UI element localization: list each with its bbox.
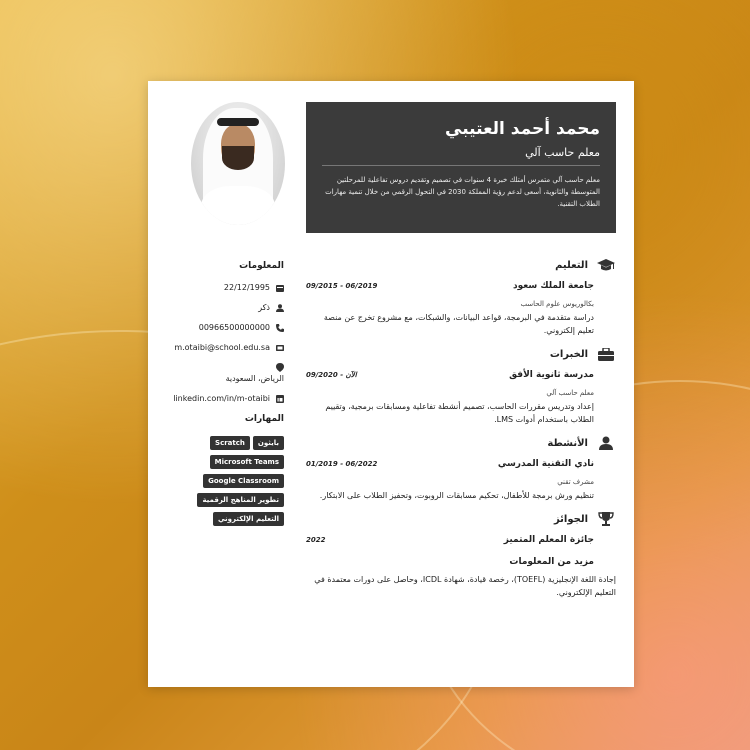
skill-tag: تطوير المناهج الرقمية bbox=[197, 493, 284, 507]
linkedin-icon bbox=[276, 395, 284, 403]
photo-beard bbox=[222, 146, 254, 170]
phone-icon bbox=[276, 324, 284, 332]
graduation-cap-icon bbox=[596, 258, 616, 272]
education-title: التعليم bbox=[555, 259, 588, 271]
entry-subtitle: بكالوريوس علوم الحاسب bbox=[520, 300, 594, 308]
skill-row bbox=[210, 455, 284, 469]
entry-date: 01/2019 - 06/2022 bbox=[306, 460, 378, 468]
awards-title: الجوائز bbox=[553, 513, 588, 525]
experience-entry bbox=[306, 370, 616, 426]
profile-summary: معلم حاسب آلي متمرس أمتلك خبرة 4 سنوات في تصميم وتقديم دروس تفاعلية للمرحلتين المتوسطة والثانوية، أسعى لدعم رؤية المملكة 2030 في التحول الرقمي من خلال تنمية مهارات الطلاب التقنية. bbox=[325, 176, 600, 208]
entry-title: جامعة الملك سعود bbox=[513, 281, 594, 291]
experience-title: الخبرات bbox=[549, 348, 588, 360]
skill-tag: Scratch bbox=[210, 436, 250, 450]
activities-title: الأنشطة bbox=[547, 437, 588, 449]
skill-tag: بايثون bbox=[253, 436, 284, 450]
birth-date-row bbox=[164, 283, 284, 292]
skill-tag: Microsoft Teams bbox=[210, 455, 284, 469]
entry-description: تنظيم ورش برمجة للأطفال، تحكيم مسابقات الروبوت، وتحفيز الطلاب على الابتكار. bbox=[319, 491, 594, 500]
resume-header bbox=[306, 102, 616, 233]
skills-list bbox=[164, 436, 284, 526]
skill-row bbox=[213, 512, 284, 526]
job-title: معلم حاسب آلي bbox=[322, 146, 600, 166]
side-column bbox=[164, 261, 284, 526]
activity-entry bbox=[306, 459, 616, 502]
trophy-icon bbox=[596, 512, 616, 526]
entry-subtitle: مشرف تقني bbox=[557, 478, 594, 486]
person-icon bbox=[276, 304, 284, 312]
skill-row bbox=[210, 436, 284, 450]
email-row bbox=[164, 343, 284, 352]
photo-agal bbox=[217, 118, 259, 126]
linkedin: linkedin.com/in/m-otaibi bbox=[173, 394, 270, 403]
skill-tag: Google Classroom bbox=[203, 474, 284, 488]
section-heading bbox=[306, 436, 616, 450]
phone-row bbox=[164, 323, 284, 332]
birth-date: 22/12/1995 bbox=[223, 283, 270, 292]
entry-subtitle: معلم حاسب آلي bbox=[546, 389, 594, 397]
section-heading bbox=[306, 258, 616, 272]
entry-title: مدرسة ثانوية الأفق bbox=[509, 370, 594, 380]
photo-thobe bbox=[201, 186, 275, 225]
entry-date: 09/2020 - الآن bbox=[306, 371, 357, 379]
entry-date: 09/2015 - 06/2019 bbox=[306, 282, 378, 290]
education-entry bbox=[306, 281, 616, 337]
education-section bbox=[306, 258, 616, 337]
skill-row bbox=[197, 493, 284, 507]
entry-description: إعداد وتدريس مقررات الحاسب، تصميم أنشطة تفاعلية ومسابقات برمجية، وتقييم الطلاب باستخدام أدوات LMS. bbox=[325, 402, 594, 424]
location-row bbox=[164, 363, 284, 383]
email: m.otaibi@school.edu.sa bbox=[174, 343, 270, 352]
entry-title: جائزة المعلم المتميز bbox=[503, 535, 594, 545]
skill-row bbox=[203, 474, 284, 488]
gender: ذكر bbox=[258, 303, 270, 312]
person-icon bbox=[596, 436, 616, 450]
profile-photo bbox=[191, 102, 285, 225]
more-info-description: إجادة اللغة الإنجليزية (TOEFL)، رخصة قيادة، شهادة ICDL، وحاصل على دورات معتمدة في التعليم الإلكتروني. bbox=[314, 575, 616, 597]
section-heading bbox=[306, 512, 616, 526]
entry-description: دراسة متقدمة في البرمجة، قواعد البيانات، والشبكات، مع مشروع تخرج عن منصة تعليم إلكتروني. bbox=[323, 313, 594, 335]
entry-date: 2022 bbox=[306, 536, 326, 544]
more-info-title: مزيد من المعلومات bbox=[509, 557, 594, 567]
awards-section bbox=[306, 512, 616, 545]
main-column bbox=[306, 258, 616, 609]
resume-page bbox=[148, 81, 634, 687]
linkedin-row bbox=[164, 394, 284, 403]
gender-row bbox=[164, 303, 284, 312]
entry-title: نادي التقنية المدرسي bbox=[497, 459, 594, 469]
location: الرياض، السعودية bbox=[225, 374, 284, 383]
activities-section bbox=[306, 436, 616, 502]
section-heading bbox=[306, 347, 616, 361]
info-title: المعلومات bbox=[239, 261, 284, 271]
email-icon bbox=[276, 344, 284, 352]
location-pin-icon bbox=[276, 363, 284, 371]
skills-title: المهارات bbox=[244, 414, 284, 424]
award-entry bbox=[306, 535, 616, 545]
skill-tag: التعليم الإلكتروني bbox=[213, 512, 284, 526]
person-name: محمد أحمد العتيبي bbox=[445, 119, 600, 139]
phone: 00966500000000 bbox=[198, 323, 270, 332]
briefcase-icon bbox=[596, 347, 616, 361]
calendar-icon bbox=[276, 284, 284, 292]
more-info-section bbox=[306, 557, 616, 599]
experience-section bbox=[306, 347, 616, 426]
